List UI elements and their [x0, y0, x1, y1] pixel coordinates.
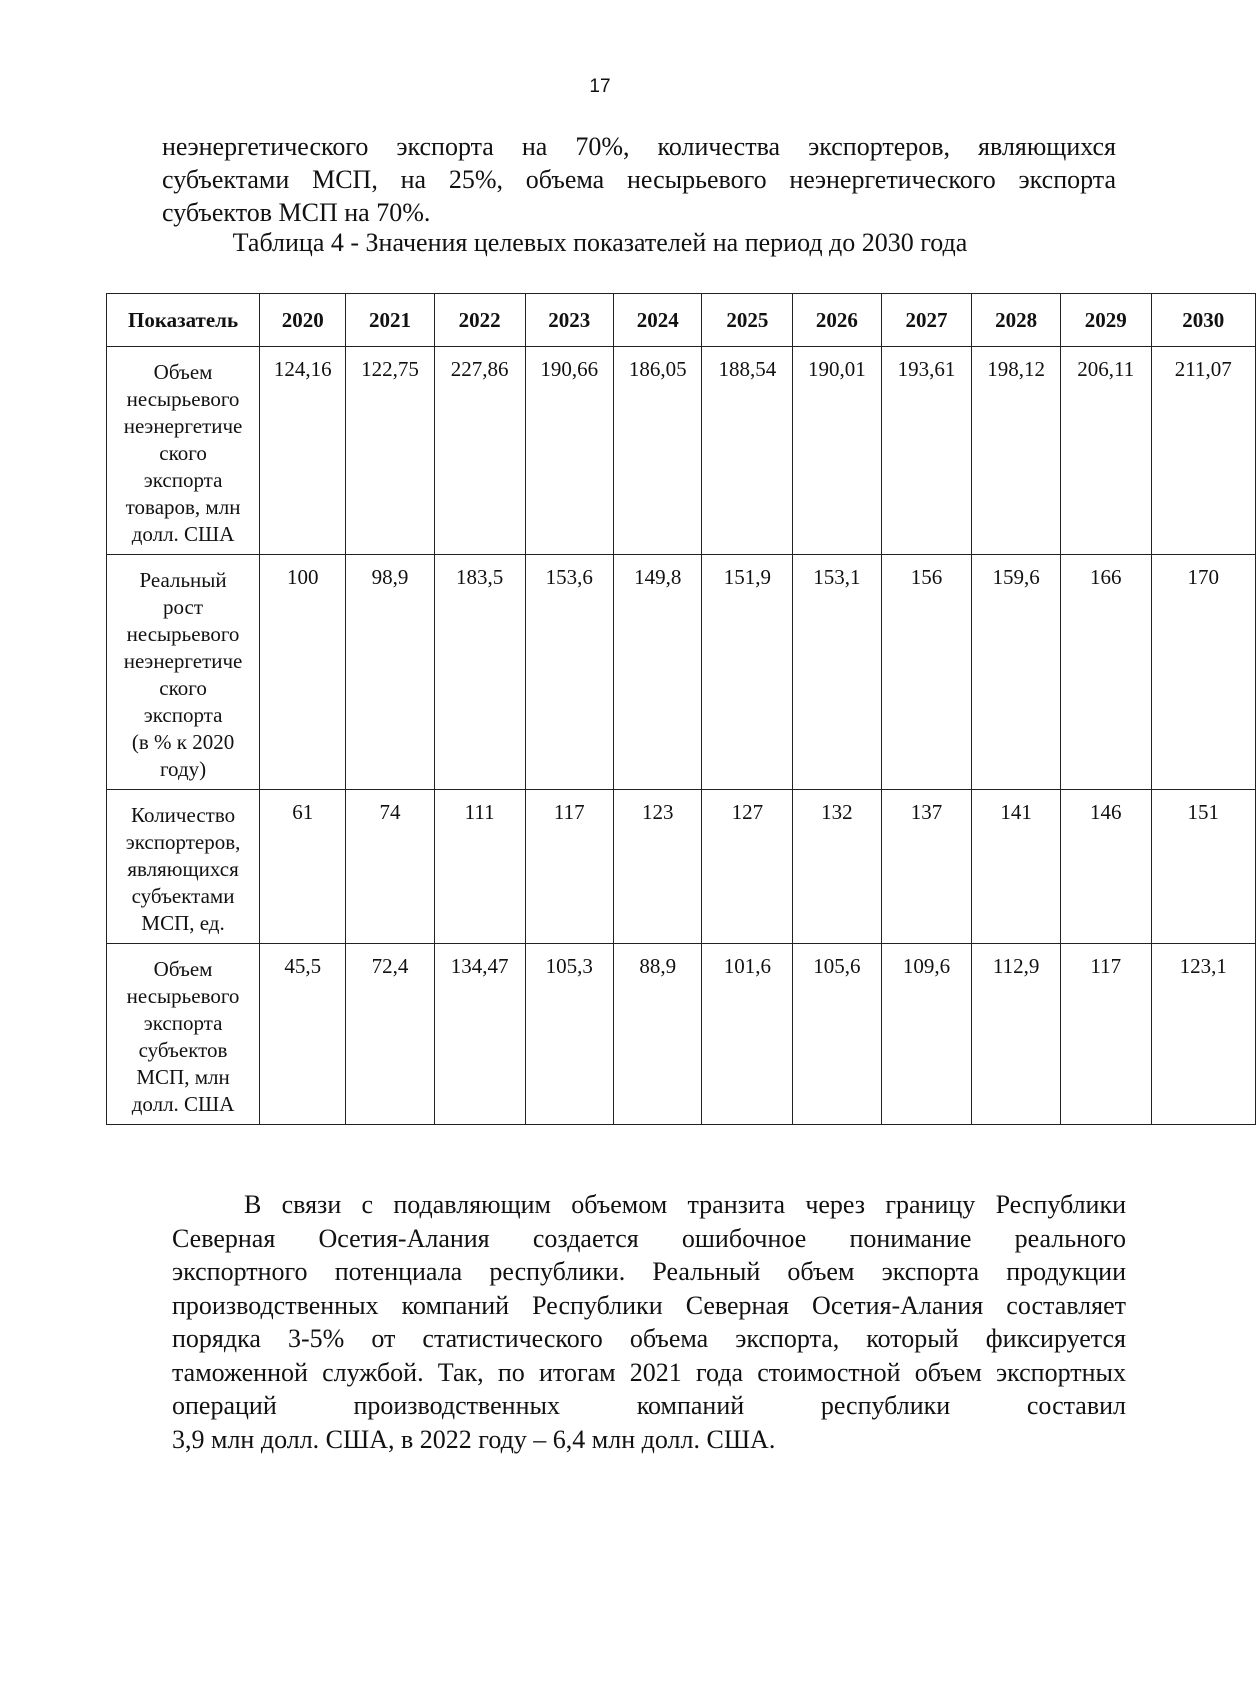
value-cell: 112,9: [972, 944, 1060, 1125]
header-cell: 2030: [1151, 294, 1255, 347]
header-cell: Показатель: [107, 294, 260, 347]
value-cell: 123: [613, 790, 701, 944]
table-row: [107, 347, 1256, 555]
header-cell: 2022: [434, 294, 525, 347]
value-cell: 61: [260, 790, 346, 944]
row-label-line: ского: [159, 441, 207, 465]
value-cell: 227,86: [434, 347, 525, 555]
row-label-line: являющихся: [127, 857, 239, 881]
table-row: [107, 790, 1256, 944]
row-label-line: Количество: [131, 803, 236, 827]
header-cell: 2021: [346, 294, 434, 347]
header-cell: 2028: [972, 294, 1060, 347]
value-cell: 149,8: [613, 555, 701, 790]
value-cell: 72,4: [346, 944, 434, 1125]
body-line: таможенной службой. Так, по итогам 2021 года стоимостной объем экспортных: [172, 1357, 1126, 1387]
value-cell: 151: [1151, 790, 1255, 944]
row-label-cell: [107, 944, 260, 1125]
row-label-line: экспортеров,: [125, 830, 241, 854]
value-cell: 183,5: [434, 555, 525, 790]
value-cell: 211,07: [1151, 347, 1255, 555]
value-cell: 105,6: [793, 944, 881, 1125]
body-line: В связи с подавляющим объемом транзита через границу Республики: [244, 1190, 1126, 1219]
header-cell: 2025: [702, 294, 793, 347]
value-cell: 117: [1060, 944, 1151, 1125]
row-label-line: долл. США: [131, 1092, 235, 1116]
row-label-line: субъектов: [138, 1038, 228, 1062]
row-label-line: Объем: [153, 360, 213, 384]
intro-line: субъектами МСП, на 25%, объема несырьевого неэнергетического экспорта: [162, 165, 1116, 194]
row-label-line: экспорта: [143, 1011, 223, 1035]
intro-paragraph: [162, 130, 1116, 229]
table-row: [107, 555, 1256, 790]
value-cell: 188,54: [702, 347, 793, 555]
row-label-cell: [107, 555, 260, 790]
row-label-cell: [107, 790, 260, 944]
value-cell: 100: [260, 555, 346, 790]
value-cell: 132: [793, 790, 881, 944]
value-cell: 74: [346, 790, 434, 944]
header-cell: 2026: [793, 294, 881, 347]
value-cell: 124,16: [260, 347, 346, 555]
page-number: 17: [589, 76, 611, 97]
body-line: Северная Осетия-Алания создается ошибочное понимание реального: [172, 1223, 1126, 1253]
body-line: производственных компаний Республики Северная Осетия-Алания составляет: [172, 1290, 1126, 1320]
row-label-line: неэнергетиче: [123, 649, 243, 673]
value-cell: 170: [1151, 555, 1255, 790]
intro-line: неэнергетического экспорта на 70%, количества экспортеров, являющихся: [162, 132, 1116, 161]
value-cell: 117: [525, 790, 613, 944]
value-cell: 198,12: [972, 347, 1060, 555]
row-label-line: долл. США: [131, 522, 235, 546]
value-cell: 153,6: [525, 555, 613, 790]
value-cell: 134,47: [434, 944, 525, 1125]
value-cell: 193,61: [881, 347, 972, 555]
header-cell: 2024: [613, 294, 701, 347]
row-label-line: (в % к 2020: [131, 730, 235, 754]
row-label-line: Реальный: [139, 568, 227, 592]
intro-line: субъектов МСП на 70%.: [162, 198, 431, 227]
value-cell: 122,75: [346, 347, 434, 555]
body-line: экспортного потенциала республики. Реальный объем экспорта продукции: [172, 1257, 1126, 1286]
target-indicators-table: [106, 293, 1256, 1125]
row-label-line: экспорта: [143, 468, 223, 492]
row-label-line: МСП, млн: [136, 1065, 230, 1089]
header-cell: 2027: [881, 294, 972, 347]
value-cell: 137: [881, 790, 972, 944]
header-cell: 2029: [1060, 294, 1151, 347]
value-cell: 190,01: [793, 347, 881, 555]
row-label-line: несырьевого: [126, 387, 240, 411]
row-label-line: несырьевого: [126, 622, 240, 646]
value-cell: 166: [1060, 555, 1151, 790]
value-cell: 101,6: [702, 944, 793, 1125]
body-line: 3,9 млн долл. США, в 2022 году – 6,4 млн долл. США.: [172, 1424, 776, 1454]
row-label-line: МСП, ед.: [141, 911, 225, 935]
value-cell: 88,9: [613, 944, 701, 1125]
row-label-line: Объем: [153, 957, 213, 981]
row-label-line: субъектами: [131, 884, 235, 908]
value-cell: 98,9: [346, 555, 434, 790]
value-cell: 151,9: [702, 555, 793, 790]
value-cell: 159,6: [972, 555, 1060, 790]
body-line: порядка 3-5% от статистического объема экспорта, который фиксируется: [172, 1324, 1126, 1353]
table-header-row: [107, 294, 1256, 347]
header-cell: 2023: [525, 294, 613, 347]
row-label-line: экспорта: [143, 703, 223, 727]
value-cell: 186,05: [613, 347, 701, 555]
value-cell: 105,3: [525, 944, 613, 1125]
table-row: [107, 944, 1256, 1125]
row-label-line: несырьевого: [126, 984, 240, 1008]
value-cell: 190,66: [525, 347, 613, 555]
row-label-line: году): [159, 757, 207, 781]
table-caption: Таблица 4 - Значения целевых показателей на период до 2030 года: [232, 228, 968, 257]
row-label-line: товаров, млн: [125, 495, 241, 519]
body-paragraph: [172, 1188, 1126, 1456]
value-cell: 156: [881, 555, 972, 790]
row-label-line: рост: [163, 595, 204, 619]
value-cell: 109,6: [881, 944, 972, 1125]
row-label-line: ского: [159, 676, 207, 700]
row-label-cell: [107, 347, 260, 555]
value-cell: 45,5: [260, 944, 346, 1125]
value-cell: 146: [1060, 790, 1151, 944]
header-cell: 2020: [260, 294, 346, 347]
value-cell: 123,1: [1151, 944, 1255, 1125]
value-cell: 127: [702, 790, 793, 944]
value-cell: 153,1: [793, 555, 881, 790]
value-cell: 141: [972, 790, 1060, 944]
body-line: операций производственных компаний республики составил: [172, 1391, 1126, 1420]
table-container: [106, 293, 1232, 1125]
value-cell: 206,11: [1060, 347, 1151, 555]
row-label-line: неэнергетиче: [123, 414, 243, 438]
value-cell: 111: [434, 790, 525, 944]
